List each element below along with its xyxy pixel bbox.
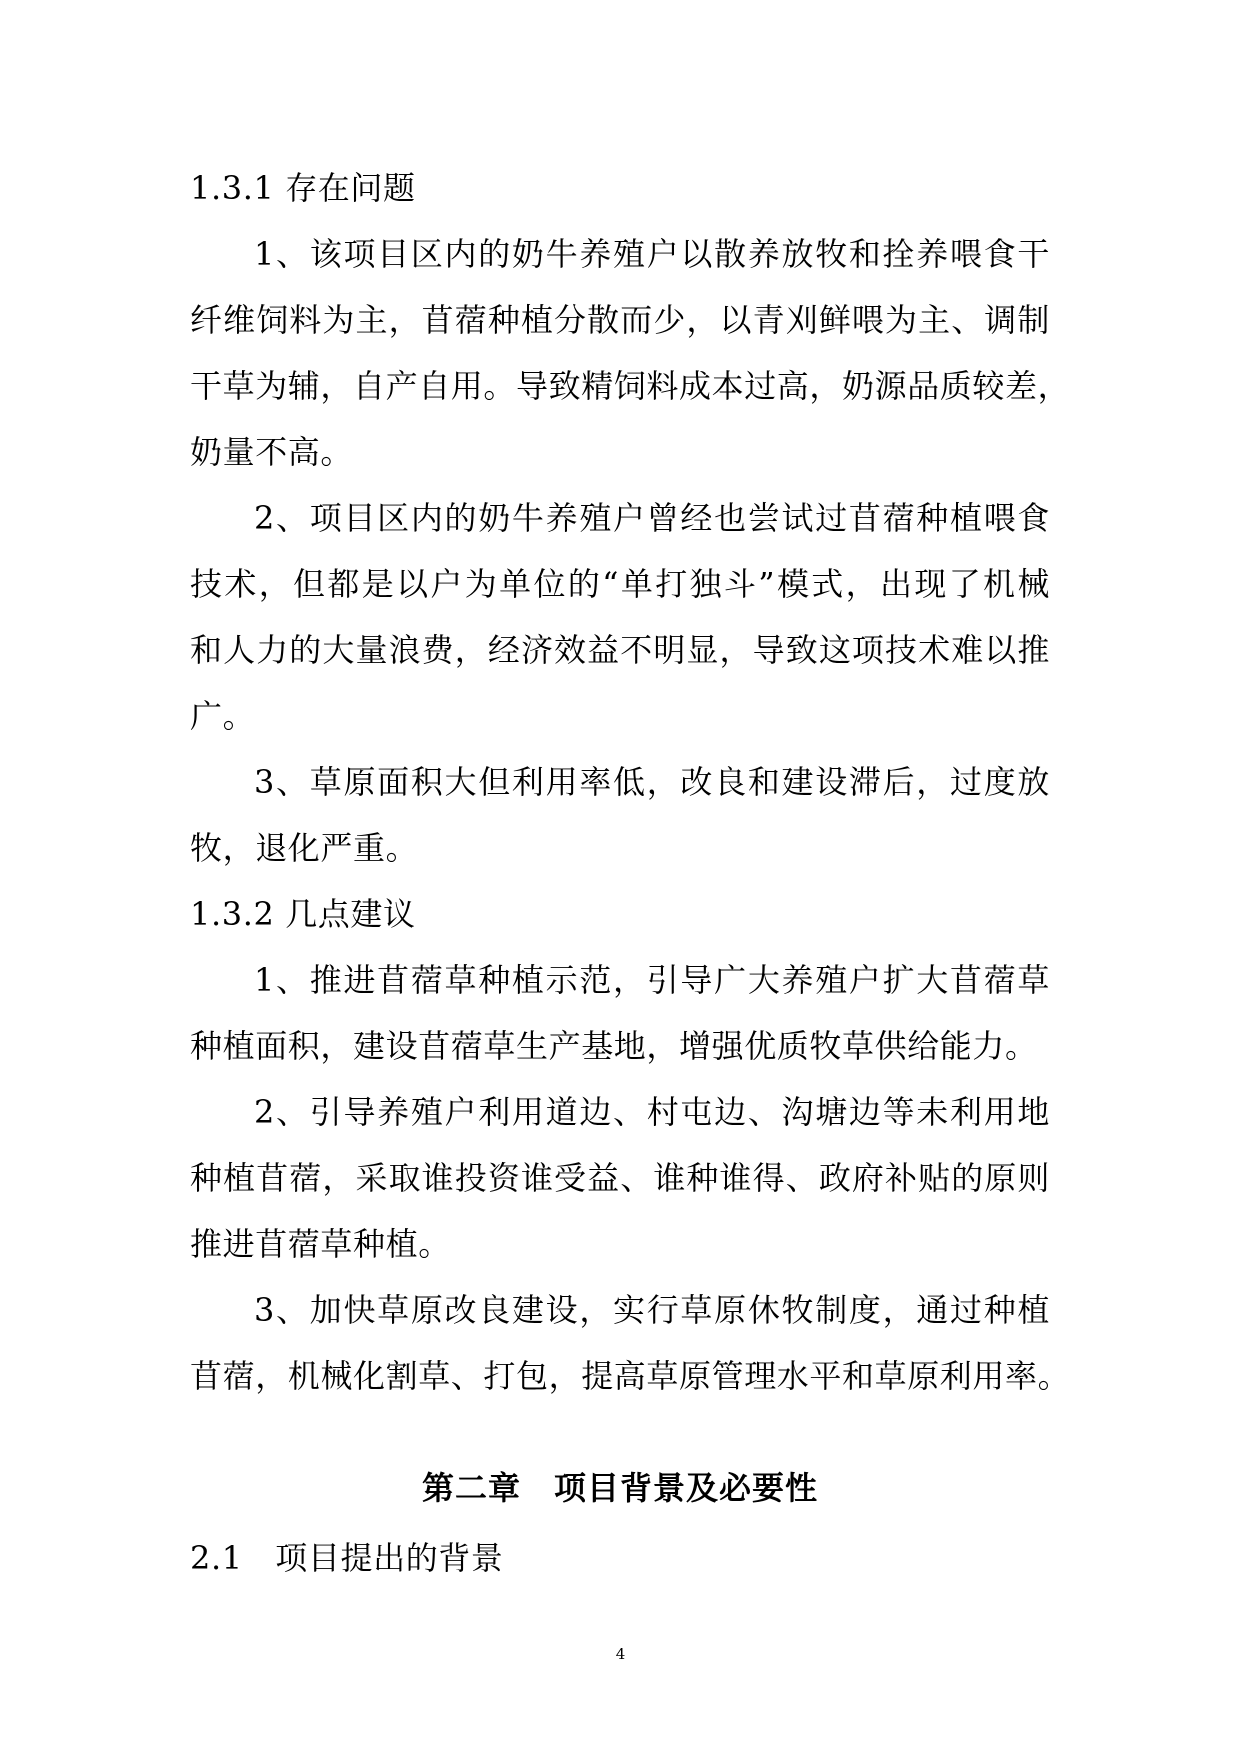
section-heading-2-1: 2.1 项目提出的背景 (190, 1539, 504, 1577)
paragraph-line: 3、草原面积大但利用率低，改良和建设滞后，过度放 (254, 763, 1050, 801)
chapter-title: 第二章 项目背景及必要性 (421, 1469, 818, 1507)
suggestion-paragraph-2 (190, 1079, 1050, 1277)
paragraph-line: 干草为辅，自产自用。导致精饲料成本过高，奶源品质较差， (190, 367, 1071, 405)
document-body (190, 155, 1071, 1409)
section-heading-1-3-1: 1.3.1 存在问题 (190, 169, 416, 207)
page-number: 4 (615, 1645, 626, 1663)
paragraph-line: 纤维饲料为主，苜蓿种植分散而少，以青刈鲜喂为主、调制 (190, 301, 1050, 339)
paragraph-line: 1、该项目区内的奶牛养殖户以散养放牧和拴养喂食干 (254, 235, 1050, 273)
paragraph-line: 3、加快草原改良建设，实行草原休牧制度，通过种植 (254, 1291, 1050, 1329)
section-heading-1-3-2: 1.3.2 几点建议 (190, 895, 416, 933)
paragraph-line: 种植面积，建设苜蓿草生产基地，增强优质牧草供给能力。 (190, 1027, 1038, 1065)
paragraph-line: 广。 (190, 697, 256, 735)
problem-paragraph-2 (190, 485, 1050, 749)
paragraph-line: 苜蓿，机械化割草、打包，提高草原管理水平和草原利用率。 (190, 1357, 1071, 1395)
paragraph-line: 2、项目区内的奶牛养殖户曾经也尝试过苜蓿种植喂食 (254, 499, 1050, 537)
suggestion-paragraph-1 (190, 947, 1050, 1079)
paragraph-line: 奶量不高。 (190, 433, 354, 471)
suggestion-paragraph-3 (190, 1277, 1071, 1409)
paragraph-line: 1、推进苜蓿草种植示范，引导广大养殖户扩大苜蓿草 (254, 961, 1050, 999)
problem-paragraph-1 (190, 221, 1071, 485)
paragraph-line: 2、引导养殖户利用道边、村屯边、沟塘边等未利用地 (254, 1093, 1050, 1131)
paragraph-line: 和人力的大量浪费，经济效益不明显，导致这项技术难以推 (190, 631, 1050, 669)
paragraph-line: 推进苜蓿草种植。 (190, 1225, 451, 1263)
paragraph-line: 牧，退化严重。 (190, 829, 419, 867)
paragraph-line: 种植苜蓿，采取谁投资谁受益、谁种谁得、政府补贴的原则 (190, 1159, 1050, 1197)
paragraph-line: 技术，但都是以户为单位的“单打独斗”模式，出现了机械 (190, 565, 1050, 603)
problem-paragraph-3 (190, 749, 1050, 881)
